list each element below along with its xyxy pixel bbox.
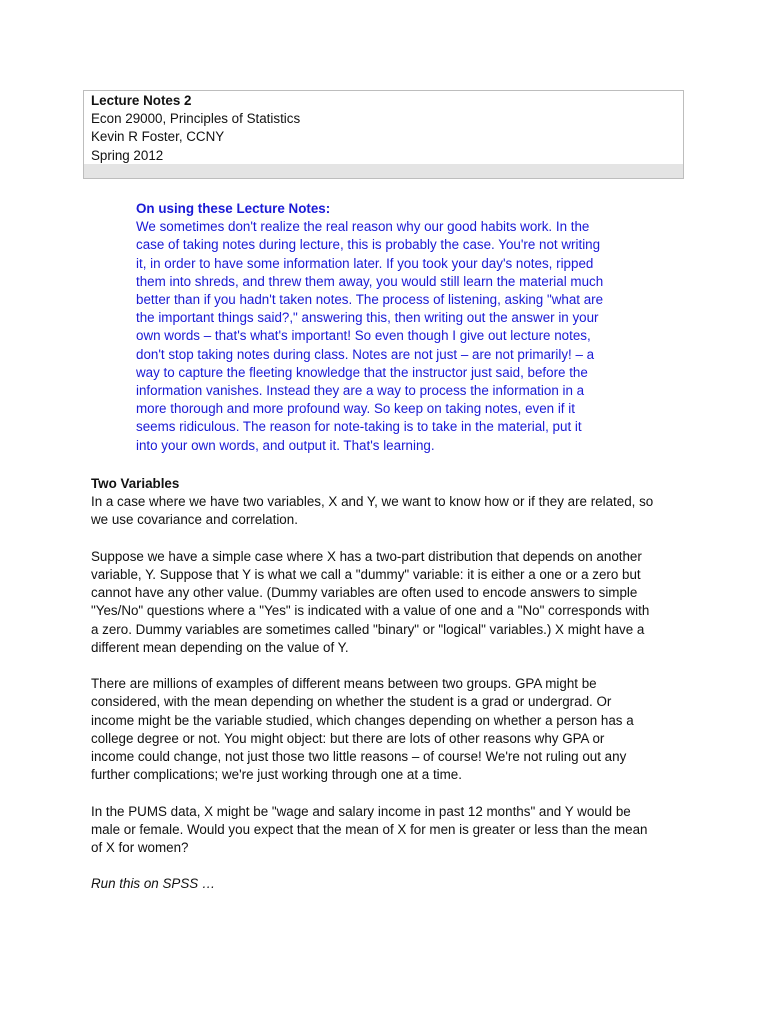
section-heading: Two Variables bbox=[91, 476, 180, 491]
notes-line: We sometimes don't realize the real reason why our good habits work. In the bbox=[136, 219, 590, 235]
text-line: of X for women? bbox=[91, 840, 189, 856]
notes-line: way to capture the fleeting knowledge that the instructor just said, before the bbox=[136, 364, 588, 380]
paragraph-gap bbox=[91, 857, 691, 875]
text-line: In a case where we have two variables, X and Y, we want to know how or if they are related, so bbox=[91, 494, 654, 510]
text-line: male or female. Would you expect that the mean of X for men is greater or less than the mean bbox=[91, 821, 648, 837]
text-line: we use covariance and correlation. bbox=[91, 512, 298, 528]
two-variables-section bbox=[91, 475, 691, 894]
text-line: income could change, not just those two little reasons – of course! We're not ruling out any bbox=[91, 749, 627, 765]
notes-line: case of taking notes during lecture, this is probably the case. You're not writing bbox=[136, 237, 601, 253]
text-line: further complications; we're just working through one at a time. bbox=[91, 767, 462, 783]
notes-line: more thorough and more profound way. So keep on taking notes, even if it bbox=[136, 401, 575, 417]
notes-paragraph bbox=[136, 218, 656, 455]
paragraph-4 bbox=[91, 803, 691, 858]
notes-line: don't stop taking notes during class. Notes are not just – are not primarily! – a bbox=[136, 346, 595, 362]
course-name: Econ 29000, Principles of Statistics bbox=[91, 111, 301, 127]
document-title: Lecture Notes 2 bbox=[91, 93, 192, 108]
notes-line: them into shreds, and threw them away, you would still learn the material much bbox=[136, 273, 604, 289]
notes-line: better than if you hadn't taken notes. The process of listening, asking "what are bbox=[136, 292, 604, 308]
text-line: different mean depending on the value of Y. bbox=[91, 639, 349, 655]
header-shade bbox=[84, 164, 683, 178]
term: Spring 2012 bbox=[91, 147, 164, 163]
paragraph-gap bbox=[91, 657, 691, 675]
text-line: college degree or not. You might object: but there are lots of other reasons why GPA or bbox=[91, 730, 605, 746]
text-line: a zero. Dummy variables are sometimes called "binary" or "logical" variables.) X might have a bbox=[91, 621, 645, 637]
notes-line: own words – that's what's important! So even though I give out lecture notes, bbox=[136, 328, 591, 344]
notes-line: seems ridiculous. The reason for note-taking is to take in the material, put it bbox=[136, 419, 582, 435]
lecture-notes-intro bbox=[136, 200, 656, 455]
paragraph-gap bbox=[91, 784, 691, 802]
notes-line: it, in order to have some information later. If you took your day's notes, ripped bbox=[136, 255, 594, 271]
paragraph-2 bbox=[91, 548, 691, 657]
text-line: cannot have any other value. (Dummy variables are often used to encode answers to simple bbox=[91, 585, 638, 601]
text-line: income might be the variable studied, which changes depending on whether a person has a bbox=[91, 712, 634, 728]
text-line: "Yes/No" questions where a "Yes" is indicated with a value of one and a "No" corresponds with bbox=[91, 603, 650, 619]
author-name: Kevin R Foster, CCNY bbox=[91, 129, 225, 145]
text-line: variable, Y. Suppose that Y is what we call a "dummy" variable: it is either a one or a zero but bbox=[91, 567, 641, 582]
paragraph-gap bbox=[91, 530, 691, 548]
notes-line: into your own words, and output it. That's learning. bbox=[136, 437, 435, 453]
text-line: There are millions of examples of different means between two groups. GPA might be bbox=[91, 676, 597, 692]
notes-heading: On using these Lecture Notes: bbox=[136, 201, 331, 216]
text-line: considered, with the mean depending on whether the student is a grad or undergrad. Or bbox=[91, 694, 612, 710]
header-lines bbox=[91, 92, 300, 165]
notes-line: information vanishes. Instead they are a way to process the information in a bbox=[136, 383, 585, 399]
text-line: In the PUMS data, X might be "wage and salary income in past 12 months" and Y would be bbox=[91, 803, 631, 819]
header-box bbox=[83, 90, 684, 179]
paragraph-1 bbox=[91, 493, 691, 529]
text-line: Suppose we have a simple case where X has a two-part distribution that depends on another bbox=[91, 548, 642, 564]
paragraph-3 bbox=[91, 675, 691, 784]
closing-instruction: Run this on SPSS … bbox=[91, 876, 216, 892]
notes-line: the important things said?," answering this, then writing out the answer in your bbox=[136, 310, 599, 326]
